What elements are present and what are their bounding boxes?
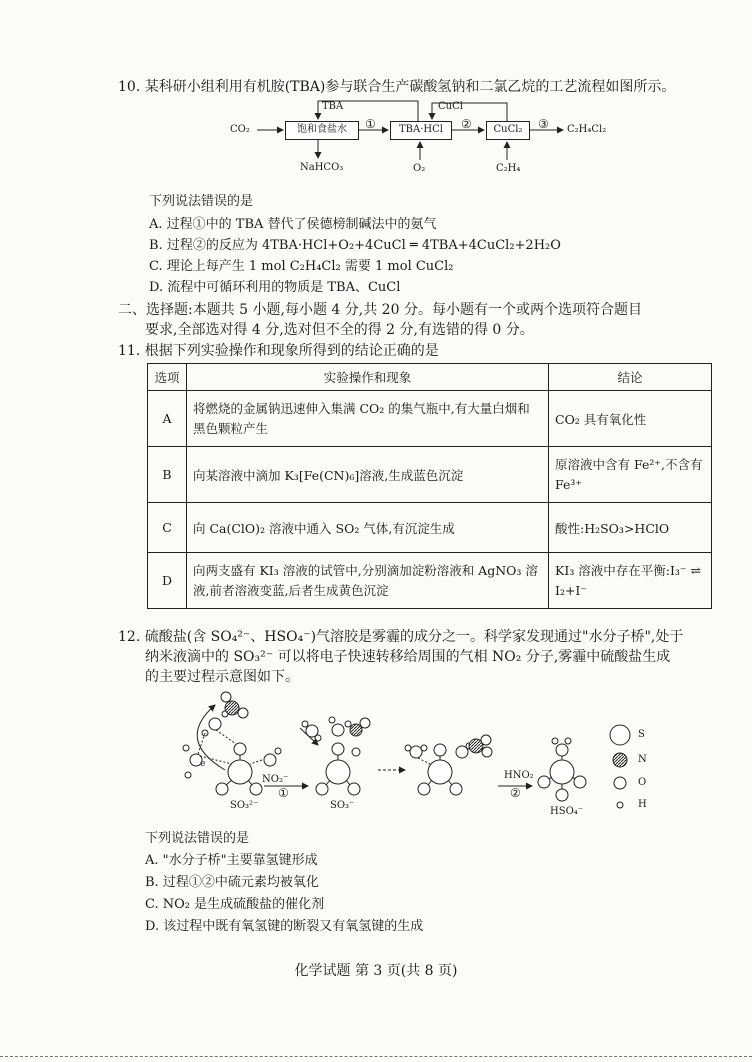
q11-stem: 11. 根据下列实验操作和现象所得到的结论正确的是 xyxy=(118,343,439,359)
legend-s: S xyxy=(638,729,645,740)
header-operation: 实验操作和现象 xyxy=(187,364,549,391)
flow-box-cucl2: CuCl₂ xyxy=(486,121,530,140)
diagram-step2: ② xyxy=(510,786,521,800)
header-option: 选项 xyxy=(148,364,187,391)
q12-question: 下列说法错误的是 xyxy=(145,831,250,846)
q12-option-b[interactable]: B. 过程①②中硫元素均被氧化 xyxy=(145,875,319,890)
flow-co2: CO₂ xyxy=(230,124,250,135)
row-operation: 向两支盛有 KI₃ 溶液的试管中,分别滴加淀粉溶液和 AgNO₃ 溶液,前者溶液变蓝,后者生成黄色沉淀 xyxy=(187,553,549,609)
diagram-step1: ① xyxy=(278,786,289,800)
page-footer: 化学试题 第 3 页(共 8 页) xyxy=(294,963,458,979)
label-electron: e xyxy=(200,759,206,769)
row-conclusion: KI₃ 溶液中存在平衡:I₃⁻ ⇌ I₂+I⁻ xyxy=(549,553,712,609)
label-hso4-minus: HSO₄⁻ xyxy=(550,806,584,817)
flow-cucl-label: CuCl xyxy=(438,101,463,112)
row-operation: 向某溶液中滴加 K₃[Fe(CN)₆]溶液,生成蓝色沉淀 xyxy=(187,447,549,503)
q12-line3: 的主要过程示意图如下。 xyxy=(145,669,299,685)
section2-line2: 要求,全部选对得 4 分,选对但不全的得 2 分,有选错的得 0 分。 xyxy=(145,322,534,338)
label-so3-2minus: SO₃²⁻ xyxy=(230,800,259,811)
label-no2-minus: NO₂⁻ xyxy=(262,774,289,785)
q10-option-a[interactable]: A. 过程①中的 TBA 替代了侯德榜制碱法中的氨气 xyxy=(149,217,437,232)
label-so3-minus: SO₃⁻ xyxy=(330,800,355,811)
q10-question: 下列说法错误的是 xyxy=(149,194,254,209)
row-operation: 将燃烧的金属钠迅速伸入集满 CO₂ 的集气瓶中,有大量白烟和黑色颗粒产生 xyxy=(187,391,549,447)
section2-line1: 二、选择题:本题共 5 小题,每小题 4 分,共 20 分。每小题有一个或两个选项符合题目 xyxy=(118,302,642,318)
flow-o2: O₂ xyxy=(413,163,426,174)
flow-tba-label: TBA xyxy=(322,101,344,112)
legend-n: N xyxy=(638,754,647,765)
q12-line1: 12. 硫酸盐(含 SO₄²⁻、HSO₄⁻)气溶胶是雾霾的成分之一。科学家发现通过"水分子桥",处于 xyxy=(118,629,684,645)
row-option: A xyxy=(148,391,187,447)
flow-nahco3: NaHCO₃ xyxy=(300,162,344,173)
header-conclusion: 结论 xyxy=(549,364,712,391)
q10-stem: 10. 某科研小组利用有机胺(TBA)参与联合生产碳酸氢钠和二氯乙烷的工艺流程如图所示。 xyxy=(118,79,676,95)
flow-step2: ② xyxy=(461,117,472,131)
row-option: C xyxy=(148,503,187,553)
flow-step3: ③ xyxy=(538,117,549,131)
q10-option-c[interactable]: C. 理论上每产生 1 mol C₂H₄Cl₂ 需要 1 mol CuCl₂ xyxy=(149,259,454,274)
row-conclusion: 酸性:H₂SO₃>HClO xyxy=(549,503,712,553)
q12-option-c[interactable]: C. NO₂ 是生成硫酸盐的催化剂 xyxy=(145,897,325,912)
q10-option-b[interactable]: B. 过程②的反应为 4TBA·HCl+O₂+4CuCl ═ 4TBA+4CuCl₂+2H₂O xyxy=(149,238,561,253)
flow-c2h4cl2: C₂H₄Cl₂ xyxy=(567,124,607,135)
flow-box-brine: 饱和食盐水 xyxy=(285,121,359,140)
flow-c2h4: C₂H₄ xyxy=(496,163,521,174)
legend-o: O xyxy=(638,777,647,788)
q12-option-d[interactable]: D. 该过程中既有氧氢键的断裂又有氧氢键的生成 xyxy=(145,919,424,934)
row-conclusion: CO₂ 具有氧化性 xyxy=(549,391,712,447)
row-option: D xyxy=(148,553,187,609)
legend-h: H xyxy=(638,799,647,810)
row-conclusion: 原溶液中含有 Fe²⁺,不含有 Fe³⁺ xyxy=(549,447,712,503)
label-hno2: HNO₂ xyxy=(504,770,534,781)
page-edge-divider xyxy=(0,1056,752,1057)
row-operation: 向 Ca(ClO)₂ 溶液中通入 SO₂ 气体,有沉淀生成 xyxy=(187,503,549,553)
flow-box-tba-hcl: TBA·HCl xyxy=(390,121,452,140)
q12-option-a[interactable]: A. "水分子桥"主要靠氢键形成 xyxy=(145,853,318,868)
flow-step1: ① xyxy=(365,117,376,131)
row-option: B xyxy=(148,447,187,503)
q12-line2: 纳米液滴中的 SO₃²⁻ 可以将电子快速转移给周围的气相 NO₂ 分子,雾霾中硫酸盐生成 xyxy=(145,649,671,665)
q10-option-d[interactable]: D. 流程中可循环利用的物质是 TBA、CuCl xyxy=(149,280,401,295)
